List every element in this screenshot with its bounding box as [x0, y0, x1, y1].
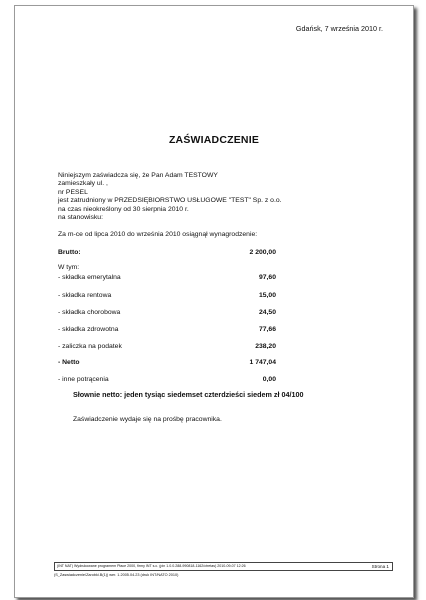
- deduction-label: - składka chorobowa: [58, 309, 121, 316]
- brutto-value: 2 200,00: [249, 249, 276, 256]
- intro-line: na czas nieokreślony od 30 sierpnia 2010 r.: [58, 205, 189, 213]
- deduction-value: 15,00: [258, 292, 276, 299]
- intro-line: na stanowisku:: [58, 214, 103, 222]
- deduction-value: 24,50: [258, 309, 276, 316]
- deduction-value: 97,60: [258, 274, 276, 281]
- footer-document-id: (S_Zaswiadczenie/Zarobki.B(1)) wer. 1.2005.04.23 (druk INT/NATO 2010): [54, 573, 179, 577]
- deduction-label: - składka emerytalna: [58, 274, 121, 281]
- period-statement: Za m-ce od lipca 2010 do września 2010 osiągnął wynagrodzenie:: [58, 231, 258, 238]
- deduction-value: 238,20: [255, 343, 276, 350]
- intro-line: Niniejszym zaświadcza się, że Pan Adam TESTOWY: [58, 172, 218, 179]
- page-number: Strona 1: [371, 564, 389, 569]
- other-deductions-value: 0,00: [262, 376, 276, 383]
- place-date: Gdańsk, 7 września 2010 r.: [295, 24, 383, 33]
- deduction-value: 77,66: [258, 326, 276, 333]
- document-title: ZAŚWIADCZENIE: [168, 134, 260, 146]
- netto-value: 1 747,04: [249, 359, 276, 366]
- other-deductions-label: - inne potrącenia: [58, 376, 109, 383]
- footer-software-info: (INT NAT) Wydrukowane programem Płace 2000, firmy INT s.c. (pin 1.0.0.288-990818-1162/ctretas) 2010-09-07 12:26: [57, 564, 246, 568]
- deduction-label: - zaliczka na podatek: [58, 343, 122, 350]
- intro-line: nr PESEL: [58, 188, 88, 196]
- document-page: [14, 5, 414, 598]
- in-that-label: W tym:: [58, 264, 80, 271]
- intro-line: zamieszkały ul. ,: [58, 180, 108, 188]
- deduction-label: - składka rentowa: [58, 292, 112, 299]
- deduction-label: - składka zdrowotna: [58, 326, 119, 333]
- purpose-statement: Zaświadczenie wydaje się na prośbę pracownika.: [73, 416, 222, 423]
- netto-label: - Netto: [58, 359, 80, 366]
- netto-in-words: Słownie netto: jeden tysiąc siedemset czterdzieści siedem zł 04/100: [73, 390, 304, 399]
- intro-line: jest zatrudniony w PRZEDSIĘBIORSTWO USŁUGOWE "TEST" Sp. z o.o.: [58, 197, 282, 205]
- intro-paragraph: [58, 172, 282, 222]
- brutto-label: Brutto:: [58, 249, 81, 256]
- footer-bar: [54, 562, 393, 571]
